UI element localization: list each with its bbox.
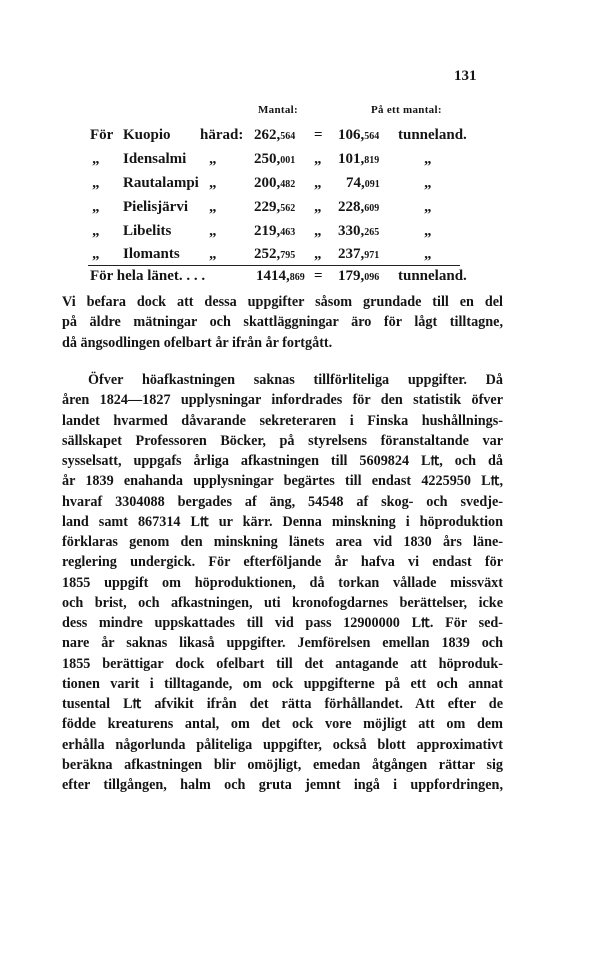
district-name: Rautalampi <box>123 175 199 191</box>
row-suffix: „ <box>209 175 217 191</box>
text-line: Öfver höafkastningen saknas tillförliteliga uppgifter. Då <box>88 372 503 388</box>
row-prefix: „ <box>92 151 100 167</box>
header-mantal: Mantal: <box>258 104 298 116</box>
text-line: och brist, och afkastningen, uti kronofogdarnes berättelser, icke <box>62 594 503 611</box>
district-name: Ilomants <box>123 246 180 262</box>
text-line: nare år saknas likaså uppgifter. Jemförelsen emellan 1839 och <box>62 635 503 652</box>
total-per-mantal-value: 179,096 <box>338 268 380 284</box>
text-line: åren 1824—1827 upplysningar infordrades för den statistik öfver <box>62 392 503 409</box>
ditto-mark: „ <box>314 151 322 167</box>
unit-label: „ <box>424 175 432 191</box>
row-prefix: „ <box>92 175 100 191</box>
text-line: sällskapet Professoren Böcker, på styrelsens föranstaltande var <box>62 432 503 449</box>
district-name: Kuopio <box>123 127 171 143</box>
row-prefix: „ <box>92 199 100 215</box>
per-mantal-value: 74,091 <box>346 175 380 191</box>
header-per-mantal: På ett mantal: <box>371 104 442 116</box>
ditto-mark: „ <box>314 246 322 262</box>
row-prefix: För <box>90 127 114 143</box>
equals-sign: = <box>314 127 323 143</box>
per-mantal-value: 101,819 <box>338 151 380 167</box>
table-row <box>0 223 608 245</box>
total-mantal-value: 1414,869 <box>256 268 305 284</box>
district-name: Libelits <box>123 223 172 239</box>
row-suffix: „ <box>209 151 217 167</box>
text-line: beräkna afkastningen blir omöjligt, emedan åtgången rättar sig <box>62 756 503 773</box>
per-mantal-value: 237,971 <box>338 246 380 262</box>
table-row <box>0 175 608 197</box>
text-line: förklaras genom den minskning länets area vid 1830 års läne- <box>62 534 503 550</box>
table-row <box>0 127 608 149</box>
mantal-value: 219,463 <box>254 223 296 239</box>
text-line: erhålla någorlunda påliteliga uppgifter, också blott approximativt <box>62 736 503 753</box>
row-suffix: „ <box>209 199 217 215</box>
row-suffix: „ <box>209 223 217 239</box>
total-label: För hela länet. . . . <box>90 268 206 284</box>
text-line: tionen varit i tilltagande, om ock uppgifterne på ett och annat <box>62 675 503 692</box>
text-line: på äldre mätningar och skattläggningar äro för lågt tilltagne, <box>62 314 503 331</box>
per-mantal-value: 330,265 <box>338 223 380 239</box>
row-prefix: „ <box>92 246 100 262</box>
ditto-mark: „ <box>314 175 322 191</box>
row-suffix: härad: <box>200 127 244 143</box>
page-number: 131 <box>454 68 477 84</box>
table-row <box>0 199 608 221</box>
text-line: reglering undergick. För efterföljande år hafva vi endast för <box>62 554 503 571</box>
unit-label: „ <box>424 199 432 215</box>
unit-label: „ <box>424 151 432 167</box>
mantal-value: 262,564 <box>254 127 296 143</box>
paragraph-1 <box>62 292 503 353</box>
text-line: födde kreaturens antal, om det ock vore möjligt att om dem <box>62 716 503 733</box>
text-line: Vi befara dock att dessa uppgifter såsom grundade till en del <box>62 294 503 310</box>
text-line: landet hvarmed dåvarande sekreteraren i Finska hushållnings- <box>62 412 503 429</box>
text-line: sysselsatt, uppgafs årliga afkastningen till 5609824 L₶, och då <box>62 453 503 469</box>
paragraph-2 <box>62 370 503 795</box>
text-line: dess mindre uppskattades till vid pass 12900000 L₶. För sed- <box>62 615 503 631</box>
mantal-value: 252,795 <box>254 246 296 262</box>
table-row <box>0 151 608 173</box>
per-mantal-value: 228,609 <box>338 199 380 215</box>
text-line: tusental L₶ afvikit ifrån det rätta förhållandet. Att efter de <box>62 696 503 712</box>
table-total-row <box>0 268 608 290</box>
unit-label: „ <box>424 246 432 262</box>
text-line: år 1839 enahanda upplysningar begärtes till endast 4225950 L₶, <box>62 473 503 490</box>
ditto-mark: „ <box>314 223 322 239</box>
text-line: 1855 uppgift om höproduktionen, då torkan vållade missväxt <box>62 574 503 591</box>
text-line: då ängsodlingen ofelbart år ifrån år fortgått. <box>62 334 333 351</box>
district-name: Idensalmi <box>123 151 187 167</box>
equals-sign: = <box>314 268 323 284</box>
mantal-value: 200,482 <box>254 175 296 191</box>
table-total-rule <box>88 265 460 266</box>
text-line: efter tillgången, halm och gruta jemnt ingå i uppfordringen, <box>62 777 503 793</box>
per-mantal-value: 106,564 <box>338 127 380 143</box>
text-line: 1855 berättigar dock ofelbart till det antagande att höproduk- <box>62 655 503 672</box>
text-line: land samt 867314 L₶ ur kärr. Denna minskning i höproduktion <box>62 513 503 530</box>
ditto-mark: „ <box>314 199 322 215</box>
row-prefix: „ <box>92 223 100 239</box>
district-name: Pielisjärvi <box>123 199 188 215</box>
unit-label: tunneland. <box>398 268 467 284</box>
unit-label: tunneland. <box>398 127 467 143</box>
mantal-value: 229,562 <box>254 199 296 215</box>
unit-label: „ <box>424 223 432 239</box>
row-suffix: „ <box>209 246 217 262</box>
mantal-value: 250,001 <box>254 151 296 167</box>
text-line: hvaraf 3304088 bergades af äng, 54548 af skog- och svedje- <box>62 493 503 510</box>
